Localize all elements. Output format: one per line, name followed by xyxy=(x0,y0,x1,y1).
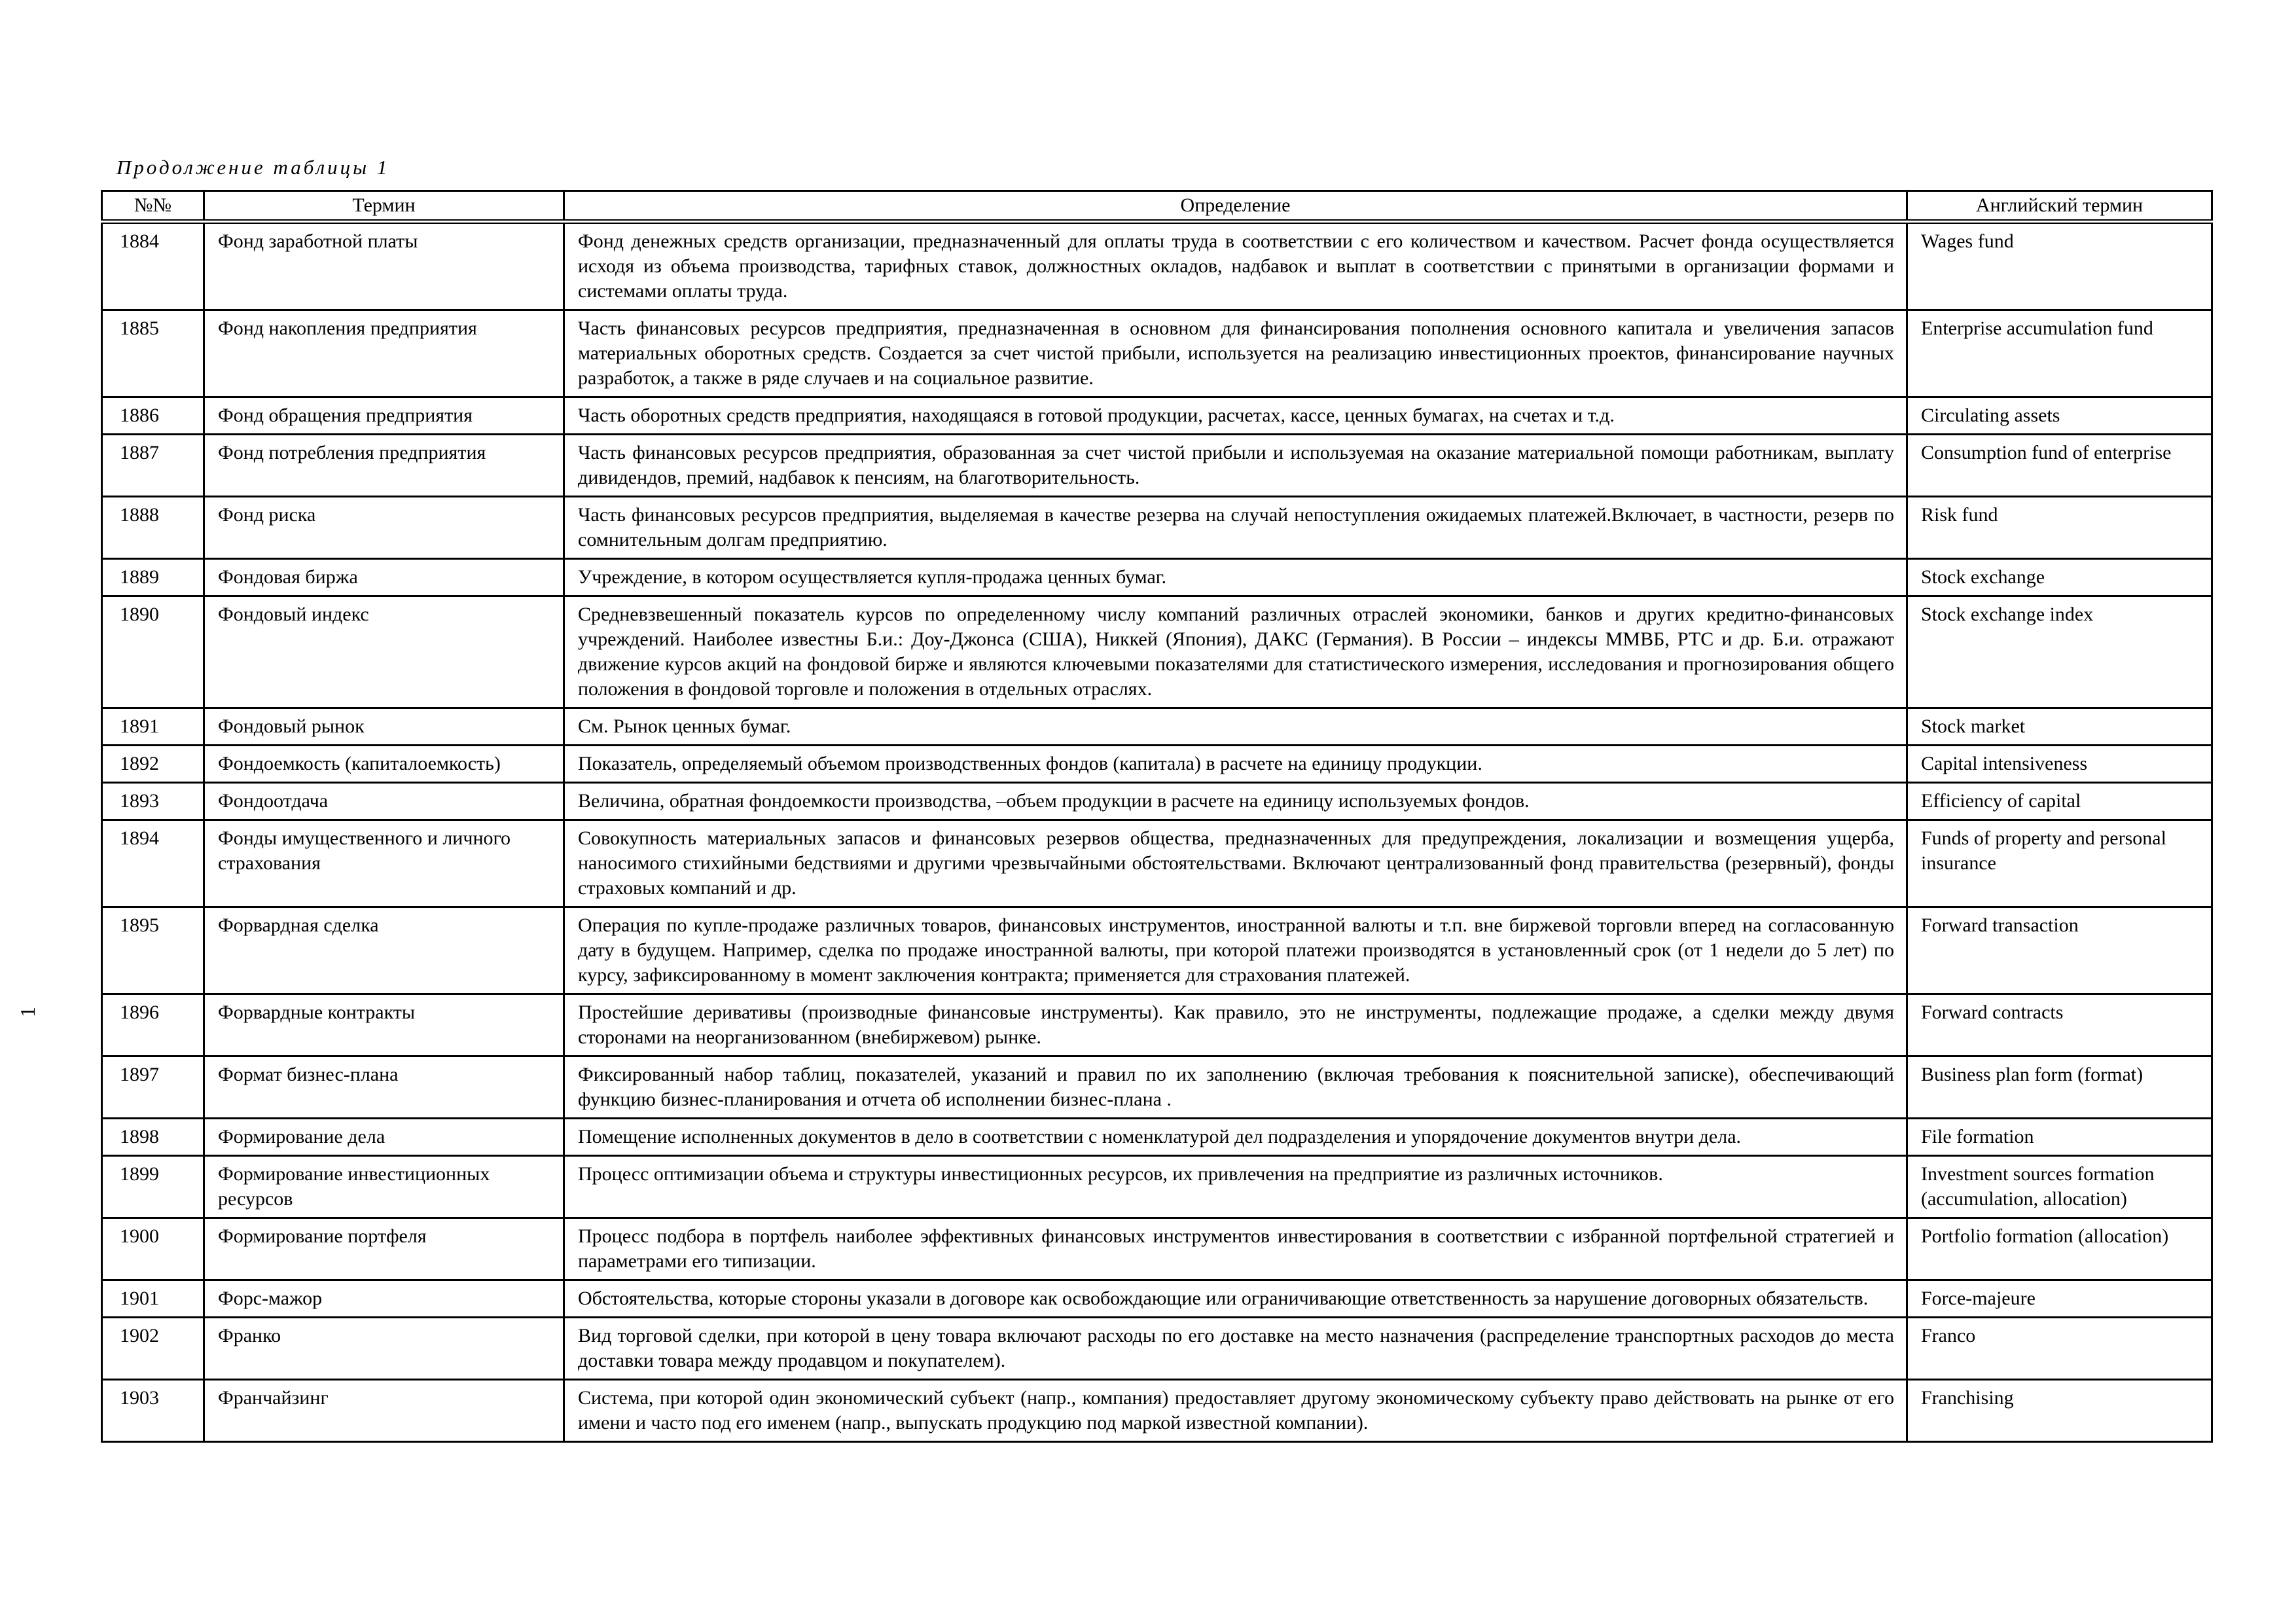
cell-definition: Часть оборотных средств предприятия, находящаяся в готовой продукции, расчетах, кассе, ценных бумагах, на счетах и т.д. xyxy=(564,397,1907,435)
cell-english: Force-majeure xyxy=(1907,1280,2212,1318)
cell-num: 1888 xyxy=(102,497,204,559)
glossary-table xyxy=(101,190,2213,1443)
table-row xyxy=(102,783,2212,820)
cell-english: Forward contracts xyxy=(1907,994,2212,1056)
cell-english: Risk fund xyxy=(1907,497,2212,559)
table-row xyxy=(102,746,2212,783)
table-row xyxy=(102,994,2212,1056)
table-row xyxy=(102,820,2212,907)
cell-term: Форвардные контракты xyxy=(204,994,564,1056)
cell-definition: Процесс подбора в портфель наиболее эффективных финансовых инструментов инвестирования в соответствии с избранной портфельной стратегией и параметрами его типизации. xyxy=(564,1218,1907,1280)
cell-term: Франко xyxy=(204,1318,564,1380)
cell-num: 1892 xyxy=(102,746,204,783)
table-row xyxy=(102,1318,2212,1380)
cell-english: Capital intensiveness xyxy=(1907,746,2212,783)
table-row xyxy=(102,1380,2212,1442)
cell-definition: Фонд денежных средств организации, предназначенный для оплаты труда в соответствии с его количеством и качеством. Расчет фонда осуществляется исходя из объема производства, тарифных ставок, должностных окладов, надбавок и выплат в соответствии с принятыми в организации формами и системами оплаты труда. xyxy=(564,222,1907,310)
cell-english: Investment sources formation (accumulation, allocation) xyxy=(1907,1156,2212,1218)
page-number: 1 xyxy=(16,1007,39,1017)
table-row xyxy=(102,497,2212,559)
cell-english: Portfolio formation (allocation) xyxy=(1907,1218,2212,1280)
cell-english: Stock exchange index xyxy=(1907,596,2212,708)
cell-term: Форс-мажор xyxy=(204,1280,564,1318)
cell-definition: Обстоятельства, которые стороны указали в договоре как освобождающие или ограничивающие ответственность за нарушение договорных обязательств. xyxy=(564,1280,1907,1318)
cell-term: Фондовая биржа xyxy=(204,559,564,596)
table-row xyxy=(102,708,2212,746)
cell-term: Фонд потребления предприятия xyxy=(204,435,564,497)
cell-definition: Вид торговой сделки, при которой в цену товара включают расходы по его доставке на место назначения (распределение транспортных расходов до места доставки товара между продавцом и покупателем). xyxy=(564,1318,1907,1380)
cell-definition: Помещение исполненных документов в дело в соответствии с номенклатурой дел подразделения и упорядочение документов внутри дела. xyxy=(564,1119,1907,1156)
cell-definition: Часть финансовых ресурсов предприятия, предназначенная в основном для финансирования пополнения основного капитала и увеличения запасов материальных оборотных средств. Создается за счет чистой прибыли, используется на реализацию инвестиционных проектов, финансирование научных разработок, а также в ряде случаев и на социальное развитие. xyxy=(564,310,1907,397)
cell-term: Фондовый индекс xyxy=(204,596,564,708)
cell-term: Фонд накопления предприятия xyxy=(204,310,564,397)
cell-english: Stock market xyxy=(1907,708,2212,746)
cell-num: 1885 xyxy=(102,310,204,397)
cell-num: 1903 xyxy=(102,1380,204,1442)
cell-term: Фондоемкость (капиталоемкость) xyxy=(204,746,564,783)
table-row xyxy=(102,397,2212,435)
cell-definition: Средневзвешенный показатель курсов по определенному числу компаний различных отраслей экономики, банков и других кредитно-финансовых учреждений. Наиболее известны Б.и.: Доу-Джонса (США), Никкей (Япония), ДАКС (Германия). В России – индексы ММВБ, РТС и др. Б.и. отражают движение курсов акций на фондовой бирже и являются ключевыми показателями для статистического измерения, исследования и прогнозирования общего положения в фондовой торговле и положения в отдельных отраслях. xyxy=(564,596,1907,708)
table-row xyxy=(102,1056,2212,1119)
cell-term: Фонд риска xyxy=(204,497,564,559)
cell-definition: Процесс оптимизации объема и структуры инвестиционных ресурсов, их привлечения на предприятие из различных источников. xyxy=(564,1156,1907,1218)
cell-english: Circulating assets xyxy=(1907,397,2212,435)
cell-num: 1887 xyxy=(102,435,204,497)
cell-english: Consumption fund of enterprise xyxy=(1907,435,2212,497)
cell-definition: Совокупность материальных запасов и финансовых резервов общества, предназначенных для предупреждения, локализации и возмещения ущерба, наносимого стихийными бедствиями и другими чрезвычайными обстоятельствами. Включают централизованный фонд правительства (резервный), фонды страховых компаний и др. xyxy=(564,820,1907,907)
cell-num: 1884 xyxy=(102,222,204,310)
cell-definition: Величина, обратная фондоемкости производства, –объем продукции в расчете на единицу используемых фондов. xyxy=(564,783,1907,820)
cell-definition: См. Рынок ценных бумаг. xyxy=(564,708,1907,746)
header-definition: Определение xyxy=(564,191,1907,222)
cell-num: 1890 xyxy=(102,596,204,708)
cell-english: Wages fund xyxy=(1907,222,2212,310)
cell-term: Фондоотдача xyxy=(204,783,564,820)
table-row xyxy=(102,1218,2212,1280)
header-english: Английский термин xyxy=(1907,191,2212,222)
cell-term: Франчайзинг xyxy=(204,1380,564,1442)
cell-definition: Система, при которой один экономический субъект (напр., компания) предоставляет другому экономическому субъекту право действовать на рынке от его имени и часто под его именем (напр., выпускать продукцию под маркой известной компании). xyxy=(564,1380,1907,1442)
cell-english: Franchising xyxy=(1907,1380,2212,1442)
cell-english: Efficiency of capital xyxy=(1907,783,2212,820)
cell-english: Stock exchange xyxy=(1907,559,2212,596)
cell-num: 1897 xyxy=(102,1056,204,1119)
cell-num: 1896 xyxy=(102,994,204,1056)
cell-num: 1899 xyxy=(102,1156,204,1218)
cell-num: 1901 xyxy=(102,1280,204,1318)
cell-term: Фонд обращения предприятия xyxy=(204,397,564,435)
cell-term: Фонды имущественного и личного страхования xyxy=(204,820,564,907)
table-row xyxy=(102,435,2212,497)
cell-definition: Простейшие деривативы (производные финансовые инструменты). Как правило, это не инструменты, подлежащие продаже, а сделки между двумя сторонами на неорганизованном (внебиржевом) рынке. xyxy=(564,994,1907,1056)
cell-term: Форвардная сделка xyxy=(204,907,564,994)
table-row xyxy=(102,1119,2212,1156)
table-row xyxy=(102,222,2212,310)
header-num: №№ xyxy=(102,191,204,222)
cell-num: 1902 xyxy=(102,1318,204,1380)
cell-english: File formation xyxy=(1907,1119,2212,1156)
table-row xyxy=(102,310,2212,397)
cell-num: 1886 xyxy=(102,397,204,435)
cell-num: 1898 xyxy=(102,1119,204,1156)
cell-term: Формирование инвестиционных ресурсов xyxy=(204,1156,564,1218)
cell-english: Franco xyxy=(1907,1318,2212,1380)
cell-definition: Операция по купле-продаже различных товаров, финансовых инструментов, иностранной валюты и т.п. вне биржевой торговли вперед на согласованную дату в будущем. Например, сделка по продаже иностранной валюты, при которой платежи производятся в установленный срок (от 1 недели до 5 лет) по курсу, зафиксированному в момент заключения контракта; применяется для страхования платежей. xyxy=(564,907,1907,994)
table-row xyxy=(102,1280,2212,1318)
cell-term: Формат бизнес-плана xyxy=(204,1056,564,1119)
cell-english: Forward transaction xyxy=(1907,907,2212,994)
cell-english: Enterprise accumulation fund xyxy=(1907,310,2212,397)
cell-num: 1893 xyxy=(102,783,204,820)
cell-definition: Фиксированный набор таблиц, показателей, указаний и правил по их заполнению (включая требования к пояснительной записке), обеспечивающий функцию бизнес-планирования и отчета об исполнении бизнес-плана . xyxy=(564,1056,1907,1119)
cell-num: 1894 xyxy=(102,820,204,907)
cell-definition: Часть финансовых ресурсов предприятия, выделяемая в качестве резерва на случай непоступления ожидаемых платежей.Включает, в частности, резерв по сомнительным долгам предприятию. xyxy=(564,497,1907,559)
cell-num: 1889 xyxy=(102,559,204,596)
cell-num: 1900 xyxy=(102,1218,204,1280)
table-row xyxy=(102,1156,2212,1218)
table-row xyxy=(102,907,2212,994)
cell-term: Фонд заработной платы xyxy=(204,222,564,310)
header-term: Термин xyxy=(204,191,564,222)
cell-definition: Показатель, определяемый объемом производственных фондов (капитала) в расчете на единицу продукции. xyxy=(564,746,1907,783)
cell-definition: Учреждение, в котором осуществляется купля-продажа ценных бумаг. xyxy=(564,559,1907,596)
cell-term: Формирование дела xyxy=(204,1119,564,1156)
cell-english: Funds of property and personal insurance xyxy=(1907,820,2212,907)
cell-num: 1891 xyxy=(102,708,204,746)
table-row xyxy=(102,596,2212,708)
table-caption: Продолжение таблицы 1 xyxy=(117,156,390,179)
table-header-row xyxy=(102,191,2212,222)
cell-definition: Часть финансовых ресурсов предприятия, образованная за счет чистой прибыли и используемая на оказание материальной помощи работникам, выплату дивидендов, премий, надбавок к пенсиям, на благотворительность. xyxy=(564,435,1907,497)
cell-term: Фондовый рынок xyxy=(204,708,564,746)
cell-term: Формирование портфеля xyxy=(204,1218,564,1280)
cell-english: Business plan form (format) xyxy=(1907,1056,2212,1119)
cell-num: 1895 xyxy=(102,907,204,994)
table-row xyxy=(102,559,2212,596)
